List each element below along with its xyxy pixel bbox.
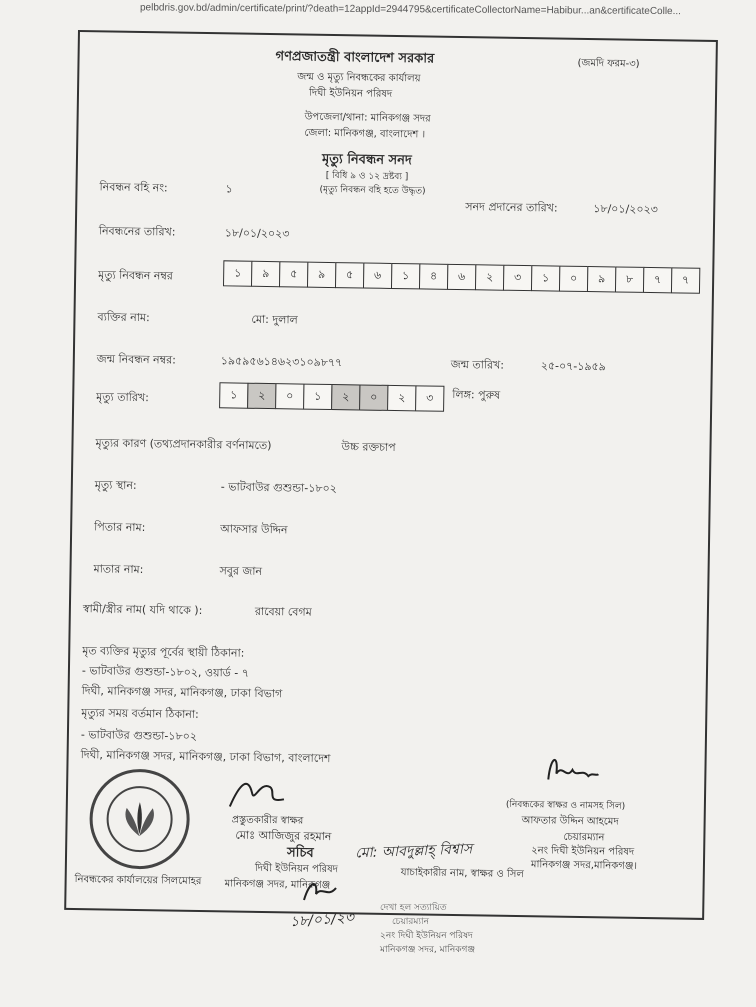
rule-note: (মৃত্যু নিবন্ধন বহি হতে উদ্ধৃত) bbox=[319, 184, 426, 197]
registrar-signature-icon bbox=[542, 749, 603, 790]
secretary-name: মোঃ আজিজুর রহমান bbox=[235, 828, 332, 844]
death-reg-digit-cell: ৯ bbox=[251, 261, 280, 287]
birth-reg-no: ১৯৫৯৫৬১৪৬২৩১০৯৮৭৭ bbox=[220, 354, 343, 370]
secretary-title: সচিব bbox=[286, 845, 314, 861]
death-reg-digit-cell: ৯ bbox=[587, 266, 616, 292]
preparer-label: প্রস্তুতকারীর স্বাক্ষর bbox=[231, 814, 304, 827]
perm-address-line-2: দিঘী, মানিকগঞ্জ সদর, মানিকগঞ্জ, ঢাকা বিভাগ bbox=[81, 684, 283, 701]
death-date-digit-cell: ২ bbox=[247, 383, 276, 409]
dob: ২৫-০৭-১৯৫৯ bbox=[540, 359, 606, 374]
death-reg-digit-cell: ৭ bbox=[643, 267, 672, 293]
office-seal-label: নিবন্ধকের কার্যালয়ের সিলমোহর bbox=[74, 874, 202, 888]
birth-reg-no-label: জন্ম নিবন্ধন নম্বর: bbox=[96, 352, 177, 367]
chairman-name: আফতার উদ্দিন আহমেদ bbox=[521, 815, 619, 828]
cause-label: মৃত্যুর কারণ (তথ্যপ্রদানকারীর বর্ণনামতে) bbox=[95, 436, 272, 453]
death-reg-digit-cell: ১ bbox=[223, 260, 252, 286]
form-number: (জমদি ফরম-৩) bbox=[577, 57, 640, 70]
mother-name: সবুর জান bbox=[219, 564, 263, 578]
handwritten-date: ১৮/০১/২৩ bbox=[289, 909, 355, 931]
cur-address-line-1: - ভাটবাউর গুশুন্ডা-১৮০২ bbox=[80, 728, 198, 743]
district: জেলা: মানিকগঞ্জ, বাংলাদেশ । bbox=[304, 127, 426, 141]
father-name: আফসার উদ্দিন bbox=[220, 522, 288, 537]
registrar-sign-label: (নিবন্ধকের স্বাক্ষর ও নামসহ সিল) bbox=[505, 799, 626, 812]
death-reg-digit-cell: ১ bbox=[391, 263, 420, 289]
death-reg-no-label: মৃত্যু নিবন্ধন নম্বর bbox=[98, 268, 174, 283]
death-reg-digit-cell: ৬ bbox=[363, 263, 392, 289]
death-reg-digit-cell: ৫ bbox=[279, 261, 308, 287]
death-reg-digit-cell: ৫ bbox=[335, 262, 364, 288]
book-no: ১ bbox=[225, 182, 233, 196]
death-date-digit-cell: ০ bbox=[359, 384, 388, 410]
perm-address-label: মৃত ব্যক্তির মৃত্যুর পূর্বের স্থায়ী ঠিকানা: bbox=[82, 644, 245, 660]
death-date-digit-cell: ৩ bbox=[415, 385, 444, 411]
cause: উচ্চ রক্তচাপ bbox=[341, 440, 396, 455]
father-label: পিতার নাম: bbox=[94, 520, 146, 535]
preparer-signature-icon bbox=[226, 772, 297, 813]
chairman-title: চেয়ারম্যান bbox=[563, 831, 605, 844]
attest-stamp-line-2: চেয়ারম্যান bbox=[392, 917, 429, 927]
death-date-digit-cell: ১ bbox=[303, 384, 332, 410]
handwritten-verifier-name: মো: আবদুল্লাহ্ বিশ্বাস bbox=[354, 841, 473, 862]
deceased-name: মো: দুলাল bbox=[251, 312, 298, 327]
place: - ভাটবাউর গুশুন্ডা-১৮০২ bbox=[220, 480, 337, 496]
date-signature-icon bbox=[300, 876, 340, 906]
issue-date-label: সনদ প্রদানের তারিখ: bbox=[465, 200, 558, 215]
cur-address-line-2: দিঘী, মানিকগঞ্জ সদর, মানিকগঞ্জ, ঢাকা বিভাগ, বাংলাদেশ bbox=[80, 748, 331, 766]
certificate-sheet bbox=[64, 30, 738, 935]
dob-label: জন্ম তারিখ: bbox=[450, 357, 505, 372]
document-title: মৃত্যু নিবন্ধন সনদ bbox=[321, 151, 412, 169]
death-reg-digit-cell: ৩ bbox=[503, 265, 532, 291]
mother-label: মাতার নাম: bbox=[93, 562, 144, 577]
attest-stamp-line-4: মানিকগঞ্জ সদর, মানিকগঞ্জ bbox=[380, 945, 476, 955]
death-reg-digit-cell: ১ bbox=[531, 265, 560, 291]
secretary-union: দিঘী ইউনিয়ন পরিষদ bbox=[254, 862, 339, 876]
cur-address-label: মৃত্যুর সময় বর্তমান ঠিকানা: bbox=[81, 706, 199, 721]
name-label: ব্যক্তির নাম: bbox=[97, 310, 150, 325]
rule-reference: [ বিধি ৯ ও ১২ দ্রষ্টব্য ] bbox=[325, 170, 409, 183]
death-reg-digit-cell: ৭ bbox=[671, 267, 700, 293]
death-date-digit-cell: ০ bbox=[275, 383, 304, 409]
reg-date: ১৮/০১/২০২৩ bbox=[224, 226, 290, 241]
book-no-label: নিবন্ধন বহি নং: bbox=[99, 180, 168, 195]
death-reg-digit-cell: ২ bbox=[475, 264, 504, 290]
death-date-label: মৃত্যু তারিখ: bbox=[96, 390, 149, 405]
browser-url: pelbdris.gov.bd/admin/certificate/print/?death=12appId=2944795&certificateCollectorName=Habibur...an&certificateColle... bbox=[139, 2, 682, 18]
death-reg-digit-cell: ৮ bbox=[615, 266, 644, 292]
place-label: মৃত্যু স্থান: bbox=[94, 478, 137, 492]
secretary-location: মানিকগঞ্জ সদর, মানিকগঞ্জ bbox=[224, 878, 331, 892]
seal-emblem bbox=[106, 786, 173, 853]
perm-address-line-1: - ভাটবাউর গুশুন্ডা-১৮০২, ওয়ার্ড - ৭ bbox=[81, 664, 250, 680]
death-reg-digit-cell: ৬ bbox=[447, 264, 476, 290]
govt-title: গণপ্রজাতন্ত্রী বাংলাদেশ সরকার bbox=[275, 49, 435, 67]
upazila: উপজেলা/থানা: মানিকগঞ্জ সদর bbox=[304, 111, 431, 125]
death-reg-digit-cell: ৯ bbox=[307, 262, 336, 288]
chairman-union: ২নং দিঘী ইউনিয়ন পরিষদ bbox=[531, 845, 635, 858]
chairman-location: মানিকগঞ্জ সদর,মানিকগঞ্জ। bbox=[530, 859, 638, 872]
death-date-digit-cell: ২ bbox=[331, 384, 360, 410]
union-name: দিঘী ইউনিয়ন পরিষদ bbox=[308, 87, 393, 100]
office-name: জন্ম ও মৃত্যু নিবন্ধকের কার্যালয় bbox=[297, 71, 421, 85]
spouse-name: রাবেয়া বেগম bbox=[254, 604, 312, 619]
spouse-label: স্বামী/স্ত্রীর নাম( যদি থাকে ): bbox=[82, 602, 203, 618]
reg-date-label: নিবন্ধনের তারিখ: bbox=[98, 224, 176, 239]
death-date-digit-cell: ১ bbox=[219, 382, 248, 408]
death-date-digit-cell: ২ bbox=[387, 385, 416, 411]
issue-date: ১৮/০১/২০২৩ bbox=[593, 202, 658, 217]
death-date-cells bbox=[220, 382, 444, 412]
gender: লিঙ্গ: পুরুষ bbox=[452, 387, 501, 402]
attest-stamp-line-1: দেখা হল সত্যায়িত bbox=[380, 903, 447, 913]
verifier-label: যাচাইকারীর নাম, স্বাক্ষর ও সিল bbox=[400, 867, 524, 881]
attest-stamp-line-3: ২নং দিঘী ইউনিয়ন পরিষদ bbox=[380, 931, 473, 941]
death-reg-digit-cell: ৪ bbox=[419, 263, 448, 289]
lotus-emblem-icon bbox=[108, 788, 171, 851]
death-reg-digit-cell: ০ bbox=[559, 266, 588, 292]
